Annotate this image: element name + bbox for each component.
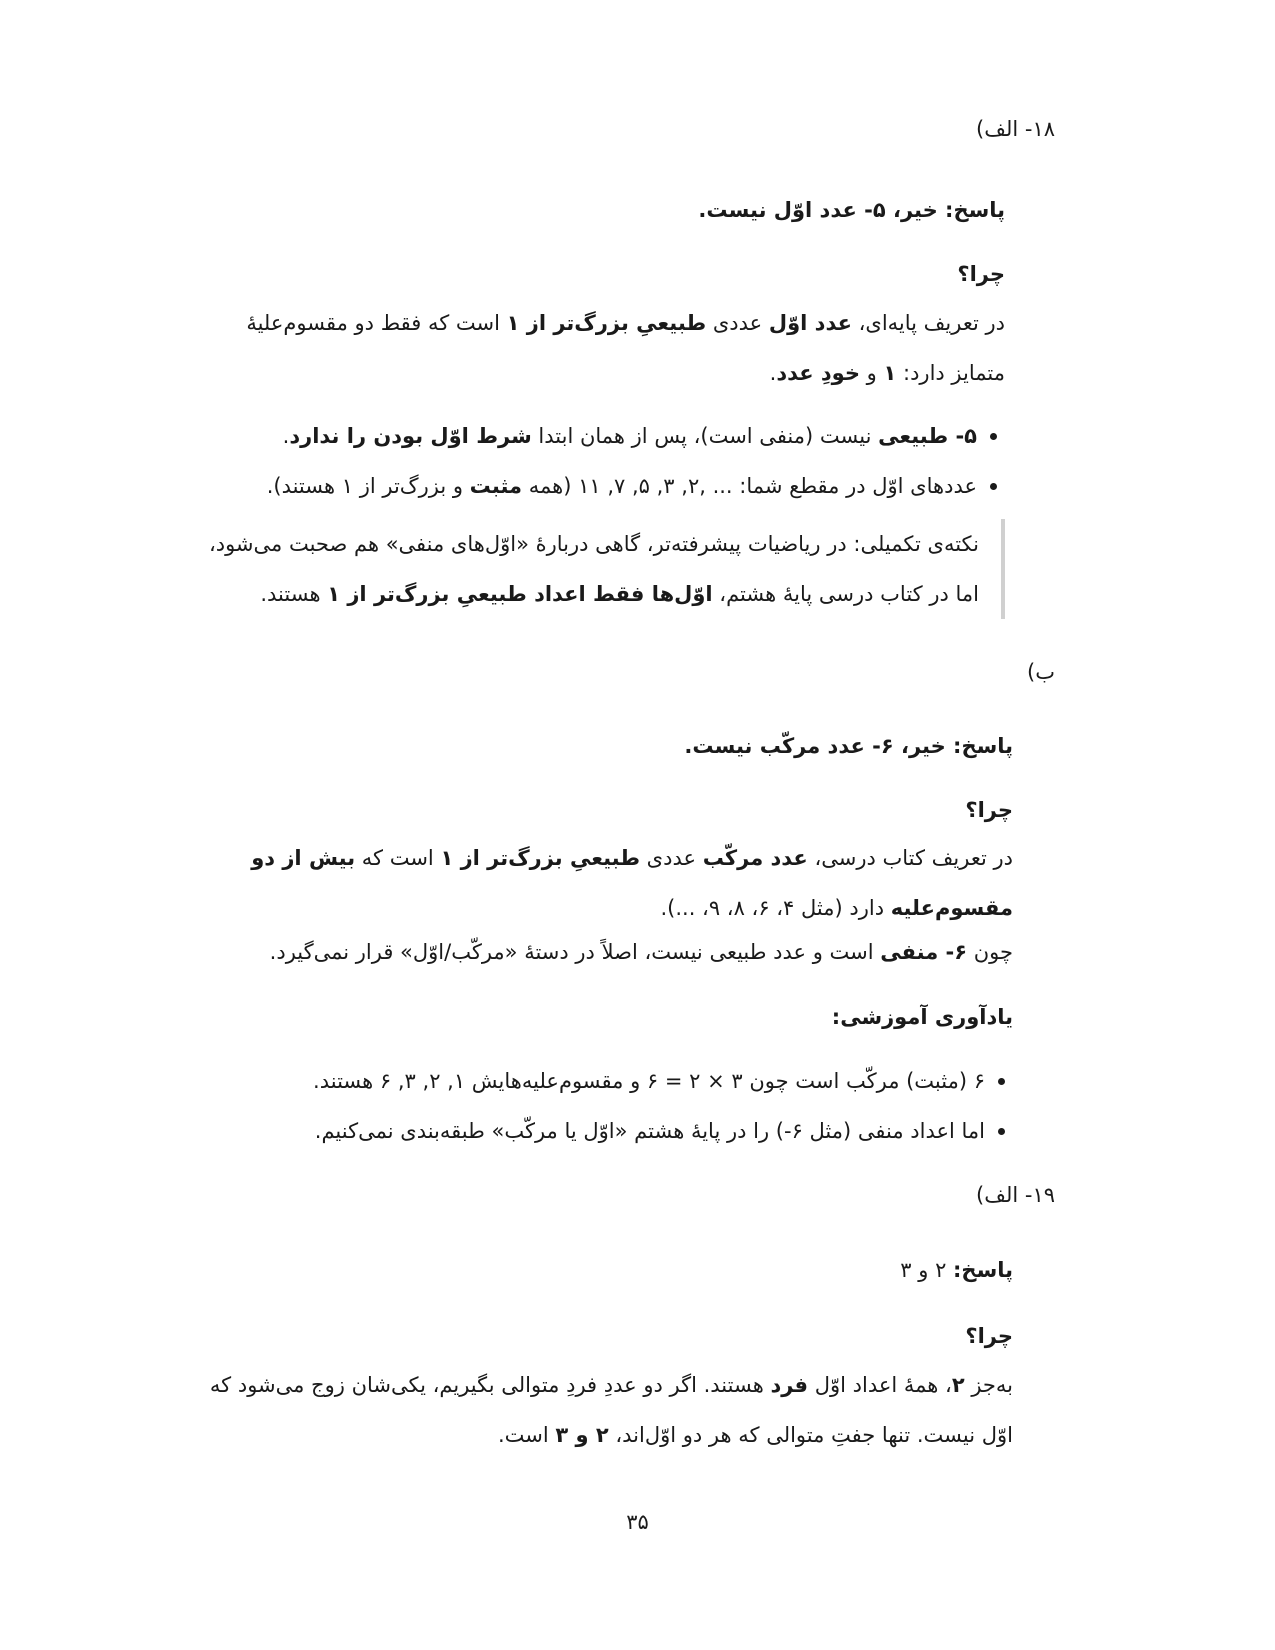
q18b-bullet-list	[313, 1056, 1011, 1156]
q18b-answer: پاسخ: خیر، ۶- عدد مرکّب نیست.	[684, 734, 1013, 758]
note-line-2: اما در کتاب درسی پایهٔ هشتم، اوّل‌ها فقط اعداد طبیعیِ بزرگ‌تر از ۱ هستند.	[260, 582, 979, 606]
list-item: عددهای اوّل در مقطع شما: ... ,۲, ۳, ۵, ۷, ۱۱ (همه مثبت و بزرگ‌تر از ۱ هستند).	[267, 461, 1003, 511]
q18b-reminder-heading: یادآوری آموزشی:	[831, 1005, 1013, 1029]
q18a-answer: پاسخ: خیر، ۵- عدد اوّل نیست.	[698, 198, 1005, 222]
q18a-why: چرا؟	[957, 262, 1005, 286]
q19a-explanation: به‌جز ۲، همهٔ اعداد اوّل فرد هستند. اگر دو عددِ فردِ متوالی بگیریم، یکی‌شان زوج می‌شود که اوّل نیست. تنها جفتِ متوالی که هر دو اوّل‌اند، ۲ و ۳ است.	[209, 1373, 1013, 1447]
q19a-why: چرا؟	[965, 1324, 1013, 1348]
page-number: ۳۵	[626, 1510, 649, 1534]
note-line-1: نکته‌ی تکمیلی: در ریاضیات پیشرفته‌تر، گاهی دربارهٔ «اوّل‌های منفی» هم صحبت می‌شود،	[208, 532, 979, 556]
q19a-label: ۱۹- الف)	[976, 1183, 1055, 1207]
q19a-answer: پاسخ: ۲ و ۳	[900, 1258, 1013, 1282]
q18a-bullet-list	[267, 411, 1003, 511]
q18b-definition: در تعریف کتاب درسی، عدد مرکّب عددی طبیعیِ بزرگ‌تر از ۱ است که بیش از دو مقسوم‌علیه دارد (مثل ۴، ۶، ۸، ۹، ...).	[251, 846, 1013, 920]
q18a-note-blockquote	[189, 519, 1005, 619]
q18b-since: چون ۶- منفی است و عدد طبیعی نیست، اصلاً در دستهٔ «مرکّب/اوّل» قرار نمی‌گیرد.	[269, 940, 1013, 964]
q18a-definition: در تعریف پایه‌ای، عدد اوّل عددی طبیعیِ بزرگ‌تر از ۱ است که فقط دو مقسوم‌علیهٔ متمایز دارد: ۱ و خودِ عدد.	[246, 311, 1005, 385]
list-item: ۶ (مثبت) مرکّب است چون ۳ × ۲ = ۶ و مقسوم‌علیه‌هایش ۱, ۲, ۳, ۶ هستند.	[313, 1056, 1011, 1106]
q18b-why: چرا؟	[965, 798, 1013, 822]
q18b-label: ب)	[1027, 660, 1055, 684]
list-item: ۵- طبیعی نیست (منفی است)، پس از همان ابتدا شرط اوّل بودن را ندارد.	[267, 411, 1003, 461]
q18a-label: ۱۸- الف)	[976, 117, 1055, 141]
list-item: اما اعداد منفی (مثل ۶-) را در پایهٔ هشتم «اوّل یا مرکّب» طبقه‌بندی نمی‌کنیم.	[313, 1106, 1011, 1156]
